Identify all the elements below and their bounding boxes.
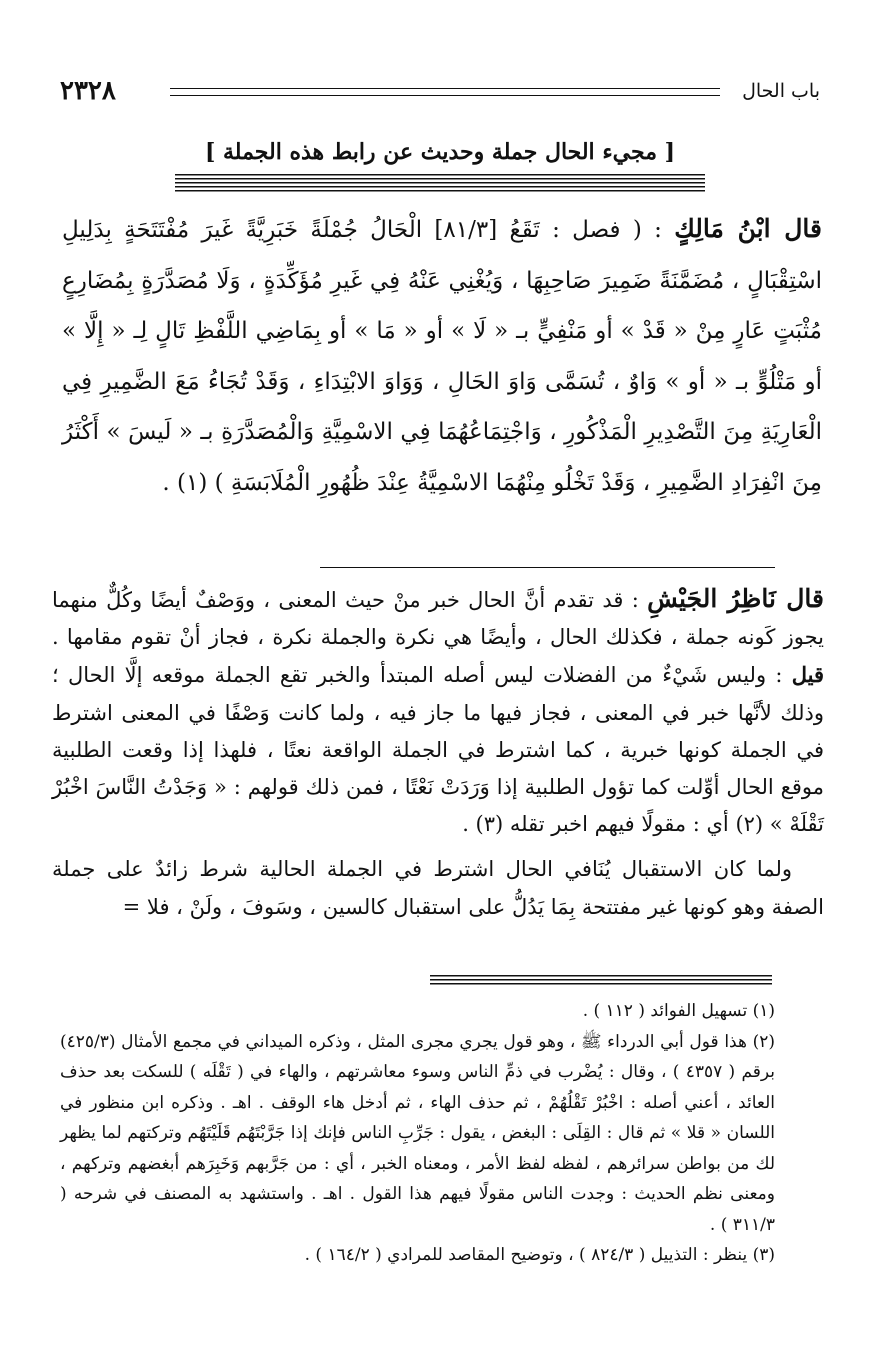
- qila-word: قيل: [791, 662, 824, 688]
- heading-rules: [175, 174, 705, 194]
- footnote-2: (٢) هذا قول أبي الدرداء ﷺ ، وهو قول يجري مجرى المثل ، وذكره الميداني في مجمع الأمثال (٤٢٥/٣) برقم ( ٤٣٥٧ ) ، وقال : يُضْرب في ذمِّ الناس وسوء معاشرتهم ، والهاء في ( تَقْلَه ) للسكت بعد حذف العائد ، أعني أصله : اخْبُرْ تَقْلُهُمْ ، ثم حذف الهاء ، ثم أدخل هاء الوقف . اهـ . وذكره ابن منظور في اللسان « قلا » ثم قال : القِلَى : البغض ، يقول : جَرِّبِ الناس فإنك إذا جَرَّبْتَهُم قَلَيْتَهُم وتركتهم لما يظهر لك من بواطن سرائرهم ، لفظه لفظ الأمر ، ومعناه الخبر ، أي : من جَرَّبهم وَخَبِرَهم أبغضهم وتركهم ، ومعنى نظم الحديث : وجدت الناس مقولًا فيهم هذا القول . اهـ . واستشهد به المصنف في شرحه ( ٣١١/٣ ) .: [60, 1031, 775, 1235]
- separator-rule: [320, 567, 775, 568]
- running-title: باب الحال: [742, 80, 820, 102]
- sharh-p1-text: : قد تقدم أنَّ الحال خبر منْ حيث المعنى ، ووَصْفٌ أيضًا وكُلٌّ منهما يجوز كَونه جملة ، فكذلك الحال ، وأيضًا هي نكرة والجملة نكرة ، فجاز أنْ تقوم مقامها .: [52, 588, 824, 650]
- section-heading: [ مجيء الحال جملة وحديث عن رابط هذه الجملة ]: [204, 139, 676, 165]
- sharh-author: قال نَاظِرُ الجَيْشِ: [647, 584, 824, 613]
- footnote-1: (١) تسهيل الفوائد ( ١١٢ ) .: [582, 1001, 775, 1021]
- matn-text: : ( فصل : تَقَعُ [٨١/٣] الْحَالُ جُمْلَةً خَبَرِيَّةً غَيرَ مُفْتَتَحَةٍ بِدَلِيلِ اسْتِقْبَالٍ ، مُضَمَّنَةً ضَمِيرَ صَاحِبِهَا ، وَيُغْنِي عَنْهُ فِي غَيرِ مُؤَكِّدَةٍ ، وَلَا مُصَدَّرَةٍ بِمُضَارِعٍ مُثْبَتٍ عَارٍ مِنْ « قَدْ » أو مَنْفِيٍّ بـ « لَا » أو « مَا » أو بِمَاضِي اللَّفْظِ تَالٍ لِـ « إِلَّا » أو مَتْلُوٍّ بـ « أو » وَاوٌ ، تُسَمَّى وَاوَ الحَالِ ، وَوَاوَ الابْتِدَاءِ ، وَقَدْ تُجَاءُ مَعَ الضَّمِيرِ فِي الْعَارِيَةِ مِنَ التَّصْدِيرِ الْمَذْكُورِ ، وَاجْتِمَاعُهُمَا فِي الاسْمِيَّةِ وَالْمُصَدَّرَةِ بـ « لَيسَ » أَكْثَرُ مِنَ انْفِرَادِ الضَّمِيرِ ، وَقَدْ تَخْلُو مِنْهُمَا الاسْمِيَّةُ عِنْدَ ظُهُورِ الْمُلَابَسَةِ ) (١) .: [62, 217, 822, 496]
- footnote-3: (٣) ينظر : التذييل ( ٨٢٤/٣ ) ، وتوضيح المقاصد للمرادي ( ١٦٤/٢ ) .: [304, 1245, 775, 1265]
- page-header: [60, 76, 820, 110]
- main-text: [62, 204, 822, 508]
- sharh-p1b-text: : وليس شَيْءٌ من الفضلات ليس أصله المبتدأ والخبر تقع الجملة موقعه إلَّا الحال ؛ وذلك لأنَّها خبر في المعنى ، فجاز فيها ما جاز فيه ، ولما كانت وَصْفًا في المعنى اشترط في الجملة كونها خبرية ، كما اشترط في الجملة الواقعة نعتًا ، فلهذا إذا وقعت الطلبية موقع الحال أوِّلت كما تؤول الطلبية إذا وَرَدَتْ نَعْتًا ، فمن ذلك قولهم : « وَجَدْتُ النَّاسَ اخْبُرْ تَقْلَهْ » (٢) أي : مقولًا فيهم اخبر تقله (٣) .: [52, 663, 824, 837]
- commentary-paragraph-2: ولما كان الاستقبال يُنَافي الحال اشترط في الجملة الحالية شرط زائدٌ على جملة الصفة وهو كونها غير مفتتحة بِمَا يَدُلُّ على استقبال كالسين ، وسَوفَ ، ولَنْ ، فلا =: [52, 857, 824, 919]
- page-number: ٢٣٢٨: [60, 76, 116, 106]
- header-double-rule: [170, 88, 720, 96]
- footnote-rules: [430, 975, 772, 987]
- footnotes: [60, 996, 775, 1271]
- commentary-text: [52, 580, 824, 926]
- matn-author: قال ابْنُ مَالِكٍ: [674, 214, 823, 243]
- commentary-paragraph-1: [52, 580, 824, 843]
